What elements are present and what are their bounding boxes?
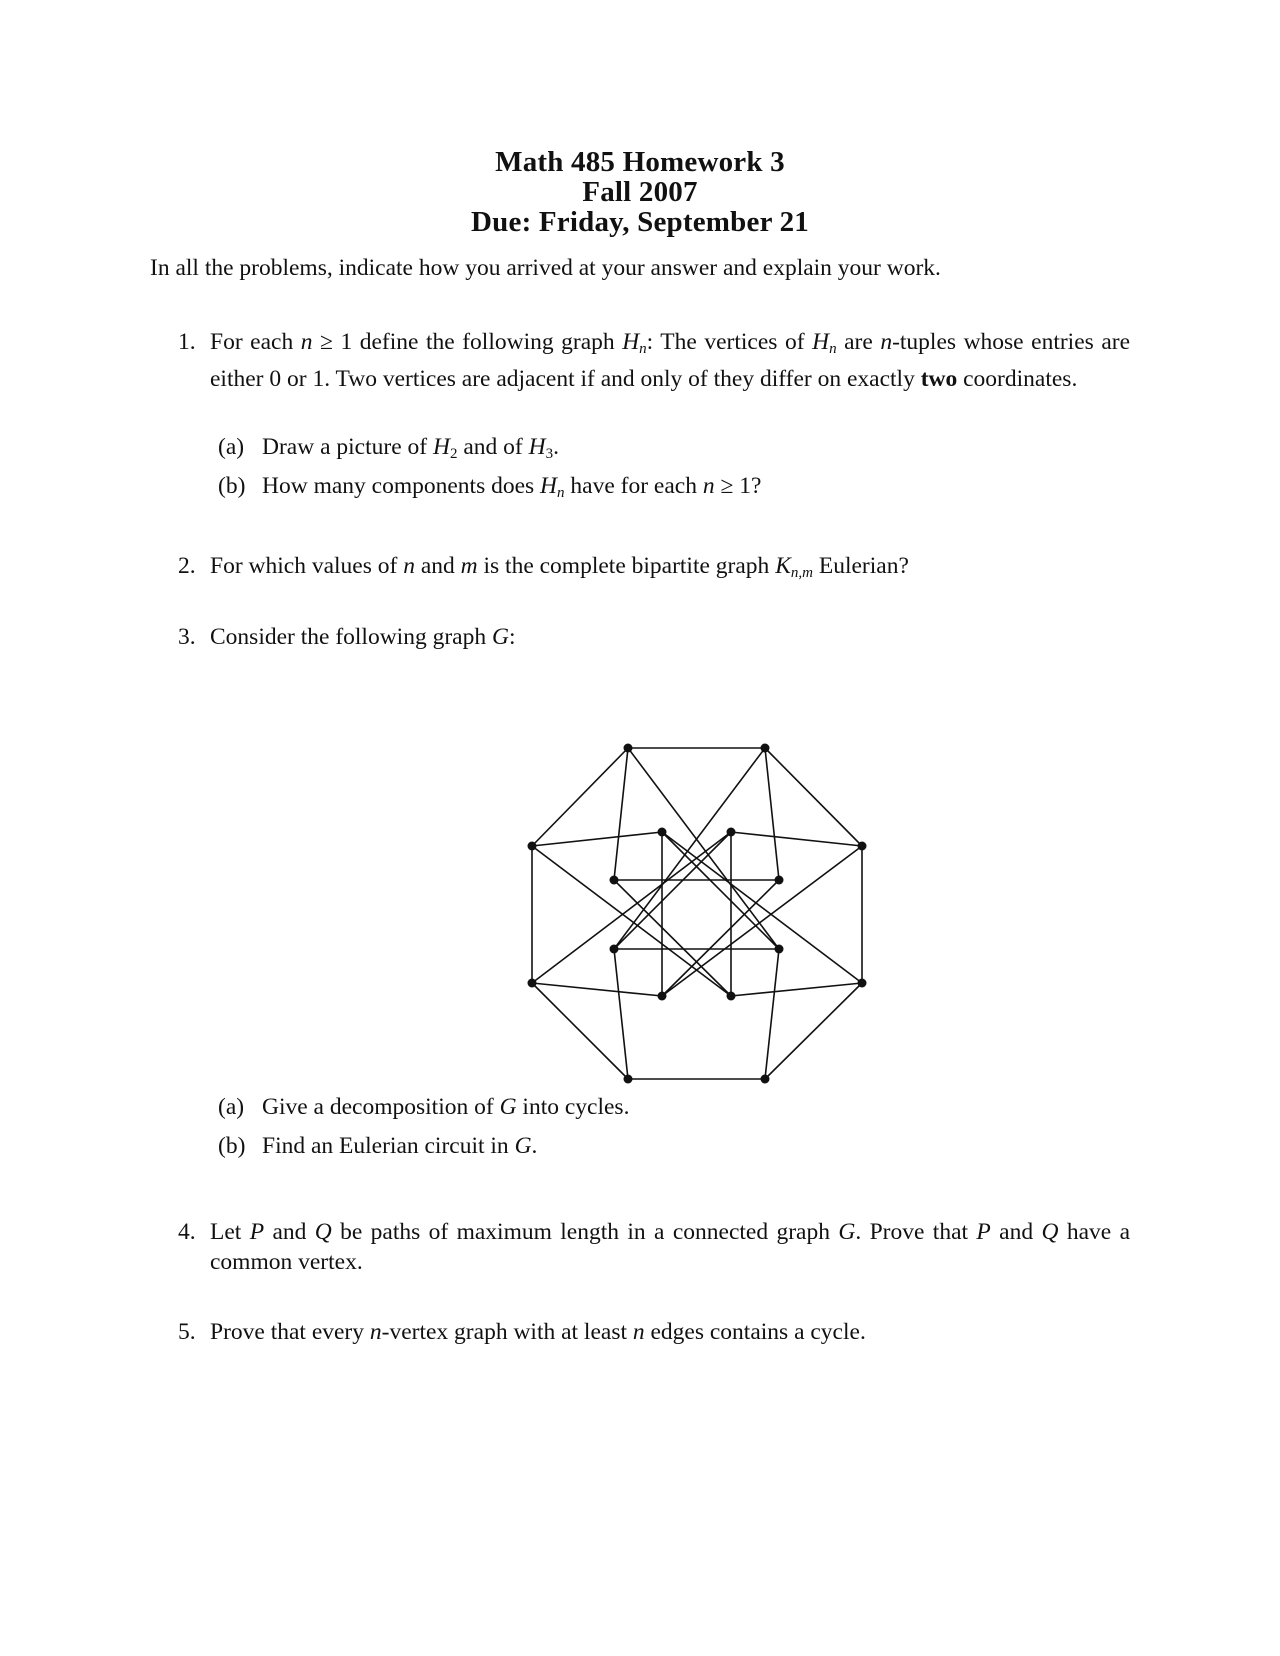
graph-vertex <box>528 979 537 988</box>
graph-edge <box>614 748 628 880</box>
graph-vertex <box>858 979 867 988</box>
graph-edge <box>614 880 731 996</box>
graph-edge <box>662 880 779 996</box>
graph-edge <box>662 832 779 949</box>
problem-3-number: 3. <box>178 624 196 650</box>
graph-vertex <box>775 945 784 954</box>
problem-1b: (b) How many components does $H_n$ have for each n ≥ 1? <box>218 473 762 501</box>
problem-1-number: 1. <box>178 329 196 355</box>
graph-vertex <box>761 1075 770 1084</box>
graph-vertex <box>610 945 619 954</box>
graph-vertex <box>727 828 736 837</box>
problem-1a: (a) Draw a picture of $H_2$ and of $H_3$. <box>218 434 559 462</box>
graph-edge <box>532 983 662 996</box>
graph-vertex <box>658 992 667 1001</box>
problem-4-number: 4. <box>178 1219 196 1245</box>
graph-edge <box>628 748 779 949</box>
problem-5-text: Prove that every n-vertex graph with at least n edges contains a cycle. <box>210 1319 866 1345</box>
graph-edge <box>614 832 731 949</box>
problem-5-number: 5. <box>178 1319 196 1345</box>
graph-vertex <box>528 842 537 851</box>
instructions: In all the problems, indicate how you arrived at your answer and explain your work. <box>150 255 941 281</box>
graph-edge <box>765 748 862 846</box>
graph-edge <box>532 832 662 846</box>
graph-edges <box>532 748 862 1079</box>
graph-edge <box>731 832 862 846</box>
homework-title: Math 485 Homework 3 <box>495 146 785 178</box>
problem-3b: (b) Find an Eulerian circuit in G. <box>218 1133 538 1159</box>
graph-vertex <box>624 1075 633 1084</box>
graph-edge <box>614 748 765 949</box>
problem-2-text: For which values of n and m is the complete bipartite graph $K_{n,m}$ Eulerian? <box>210 553 909 581</box>
problem-2-number: 2. <box>178 553 196 579</box>
graph-vertex <box>624 744 633 753</box>
graph-edge <box>532 846 731 996</box>
graph-vertex <box>727 992 736 1001</box>
graph-vertex <box>610 876 619 885</box>
problem-4-text: Let P and Q be paths of maximum length in a connected graph G. Prove that P and Q have a common vertex. <box>210 1219 1130 1275</box>
graph-edge <box>532 832 731 983</box>
graph-edge <box>662 832 862 983</box>
term: Fall 2007 <box>582 176 698 208</box>
problem-1-text: For each n ≥ 1 define the following graph $H_n$: The vertices of $H_n$ are n-tuples whose entries are either 0 or 1. Two vertices are adjacent if and only of they differ on exactly two coordinates. <box>210 329 1131 392</box>
graph-edge <box>765 983 862 1079</box>
graph-edge <box>662 846 862 996</box>
graph-vertex <box>761 744 770 753</box>
graph-vertex <box>658 828 667 837</box>
problem-3a: (a) Give a decomposition of G into cycles. <box>218 1094 630 1120</box>
graph-edge <box>614 949 628 1079</box>
graph-vertex <box>858 842 867 851</box>
graph-edge <box>532 983 628 1079</box>
graph-edge <box>731 983 862 996</box>
graph-edge <box>765 748 779 880</box>
graph-vertex <box>775 876 784 885</box>
due-date: Due: Friday, September 21 <box>471 206 809 238</box>
graph-edge <box>765 949 779 1079</box>
graph-vertices <box>528 744 867 1084</box>
graph-edge <box>532 748 628 846</box>
problem-3-text: Consider the following graph G: <box>210 624 516 650</box>
